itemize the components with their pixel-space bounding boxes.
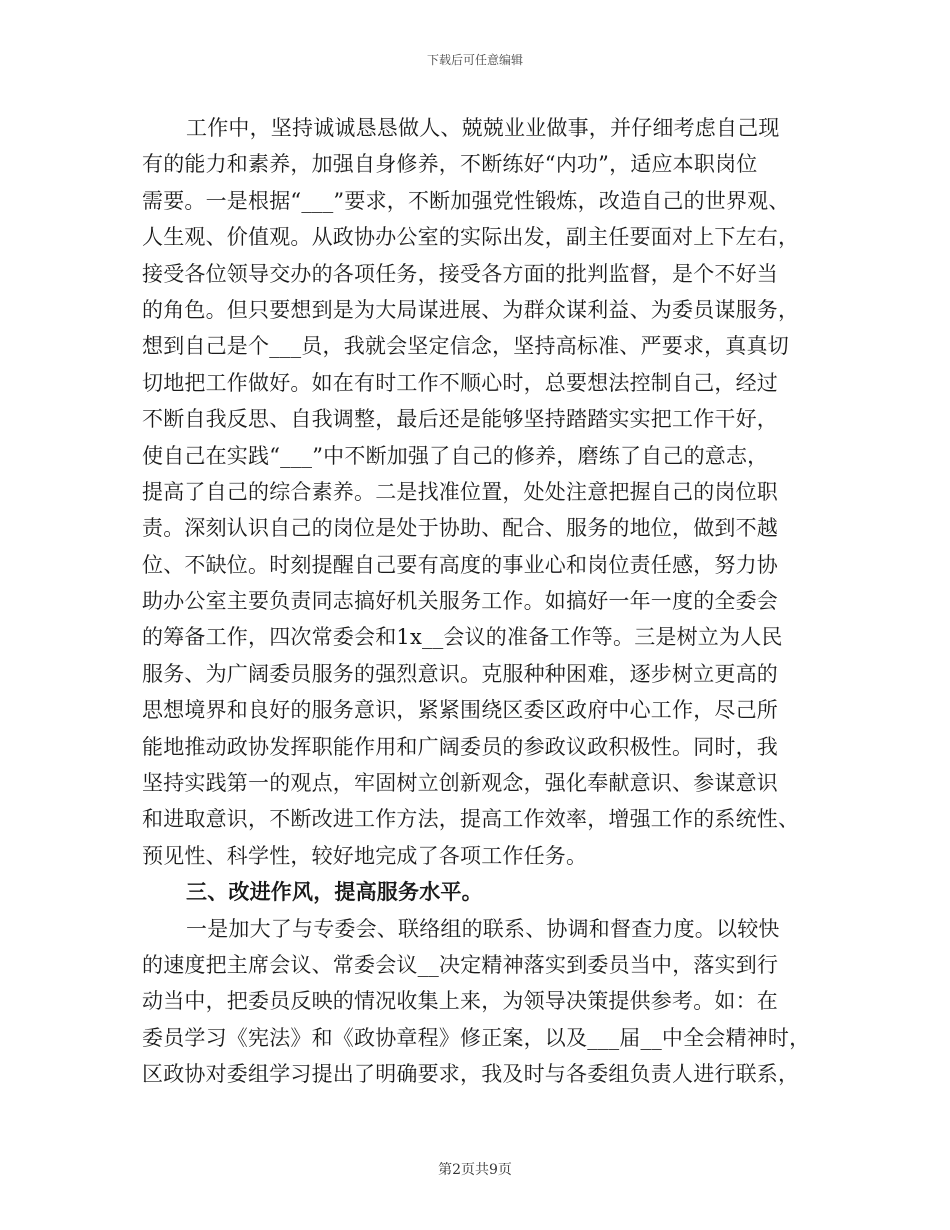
- paragraph-line: 和进取意识，不断改进工作方法，提高工作效率，增强工作的系统性、: [142, 807, 800, 832]
- paragraph-line: 切地把工作做好。如在有时工作不顺心时，总要想法控制自己，经过: [142, 370, 778, 395]
- header-note: 下载后可任意编辑: [426, 53, 523, 67]
- paragraph-line: 的速度把主席会议、常委会议__决定精神落实到委员当中，落实到行: [142, 952, 779, 977]
- paragraph-line: 委员学习《宪法》和《政协章程》修正案，以及___届__中全会精神时，: [142, 1025, 811, 1050]
- paragraph-line: 的筹备工作，四次常委会和1x__会议的准备工作等。三是树立为人民: [142, 625, 783, 650]
- paragraph-line: 需要。一是根据“___”要求，不断加强党性锻炼，改造自己的世界观、: [142, 188, 790, 213]
- paragraph-line: 的角色。但只要想到是为大局谋进展、为群众谋利益、为委员谋服务，: [142, 297, 800, 322]
- paragraph-line: 思想境界和良好的服务意识，紧紧围绕区委区政府中心工作，尽己所: [142, 698, 778, 723]
- paragraph-line: 预见性、科学性，较好地完成了各项工作任务。: [142, 843, 588, 868]
- paragraph-line: 使自己在实践“___”中不断加强了自己的修养，磨练了自己的意志，: [142, 443, 769, 468]
- paragraph-line: 不断自我反思、自我调整，最后还是能够坚持踏踏实实把工作干好，: [142, 407, 778, 432]
- paragraph-line: 助办公室主要负责同志搞好机关服务工作。如搞好一年一度的全委会: [142, 589, 778, 614]
- paragraph-line: 工作中，坚持诚诚恳恳做人、兢兢业业做事，并仔细考虑自己现: [186, 116, 780, 140]
- paragraph-line: 一是加大了与专委会、联络组的联系、协调和督查力度。以较快: [186, 916, 780, 941]
- paragraph-line: 能地推动政协发挥职能作用和广阔委员的参政议政积极性。同时，我: [142, 734, 778, 759]
- paragraph-line: 想到自己是个___员，我就会坚定信念，坚持高标准、严要求，真真切: [142, 334, 789, 359]
- paragraph-line: 位、不缺位。时刻提醒自己要有高度的事业心和岗位责任感，努力协: [142, 552, 778, 577]
- section-heading: 三、改进作风，提高服务水平。: [186, 880, 483, 905]
- paragraph-line: 动当中，把委员反映的情况收集上来，为领导决策提供参考。如：在: [142, 989, 778, 1014]
- page-number: 第2页共9页: [438, 1162, 512, 1178]
- paragraph-line: 坚持实践第一的观点，牢固树立创新观念，强化奉献意识、参谋意识: [142, 771, 778, 796]
- paragraph-line: 区政协对委组学习提出了明确要求，我及时与各委组负责人进行联系，: [142, 1062, 800, 1087]
- paragraph-line: 责。深刻认识自己的岗位是处于协助、配合、服务的地位，做到不越: [142, 516, 778, 541]
- paragraph-line: 人生观、价值观。从政协办公室的实际出发，副主任要面对上下左右，: [142, 225, 800, 250]
- paragraph-line: 服务、为广阔委员服务的强烈意识。克服种种困难，逐步树立更高的: [142, 661, 778, 686]
- paragraph-line: 提高了自己的综合素养。二是找准位置，处处注意把握自己的岗位职: [142, 479, 778, 504]
- body-text: [142, 110, 818, 1093]
- paragraph-line: 接受各位领导交办的各项任务，接受各方面的批判监督，是个不好当: [142, 261, 778, 286]
- paragraph-line: 有的能力和素养，加强自身修养，不断练好“内功”，适应本职岗位: [142, 152, 758, 177]
